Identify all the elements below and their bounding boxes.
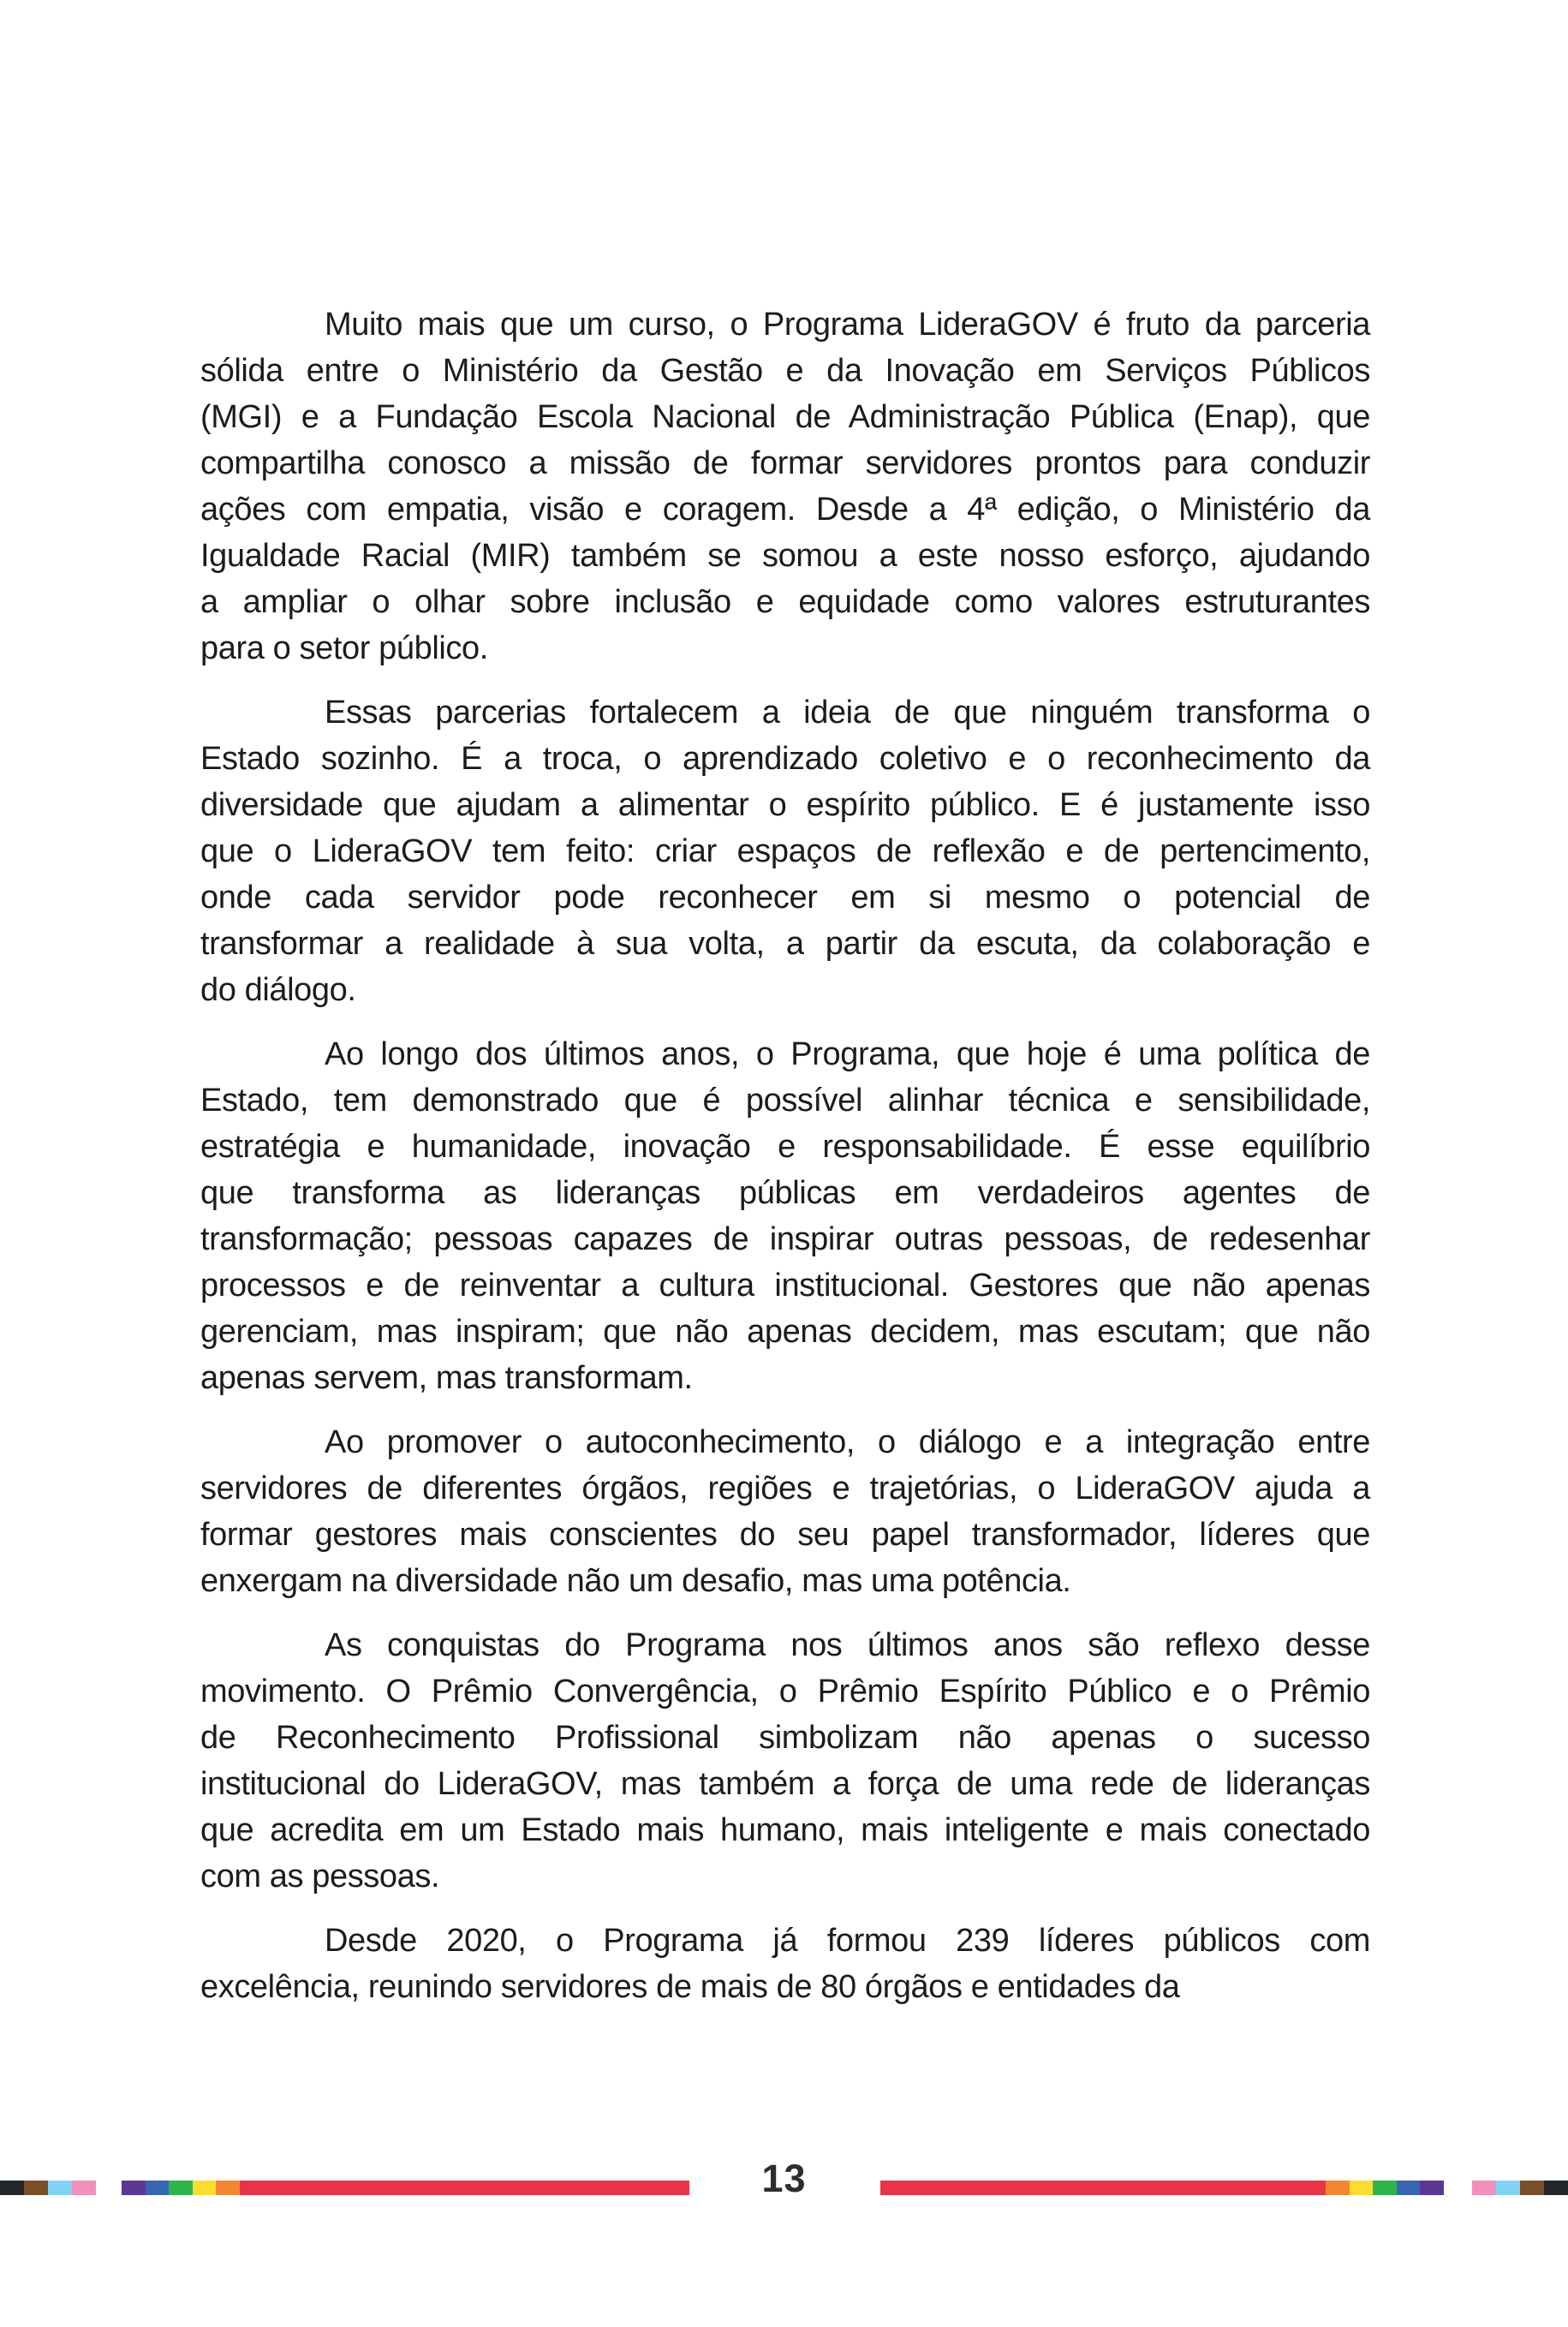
text-line: Essas parcerias fortalecem a ideia de que ninguém transforma o xyxy=(325,695,1370,731)
text-line: transformação; pessoas capazes de inspirar outras pessoas, de redesenhar xyxy=(200,1221,1370,1257)
text-line: excelência, reunindo servidores de mais de 80 órgãos e entidades da xyxy=(200,1969,1180,2005)
text-line: movimento. O Prêmio Convergência, o Prêmio Espírito Público e o Prêmio xyxy=(200,1674,1370,1709)
text-line: Desde 2020, o Programa já formou 239 líderes públicos com xyxy=(325,1923,1370,1959)
text-line: de Reconhecimento Profissional simbolizam não apenas o sucesso xyxy=(200,1720,1370,1756)
footer-stripe xyxy=(1520,2181,1544,2195)
text-line: enxergam na diversidade não um desafio, mas uma potência. xyxy=(200,1563,1071,1599)
text-line: compartilha conosco a missão de formar servidores prontos para conduzir xyxy=(200,445,1370,481)
text-line: Estado, tem demonstrado que é possível alinhar técnica e sensibilidade, xyxy=(200,1083,1370,1119)
text-line: sólida entre o Ministério da Gestão e da Inovação em Serviços Públicos xyxy=(200,353,1370,389)
text-line: Igualdade Racial (MIR) também se somou a este nosso esforço, ajudando xyxy=(200,538,1370,574)
text-line: para o setor público. xyxy=(200,630,488,666)
text-line: a ampliar o olhar sobre inclusão e equidade como valores estruturantes xyxy=(200,584,1370,620)
paragraph xyxy=(200,689,1370,1013)
text-line: que acredita em um Estado mais humano, mais inteligente e mais conectado xyxy=(200,1812,1370,1848)
footer-stripe xyxy=(1326,2181,1350,2195)
paragraph xyxy=(200,301,1370,671)
text-line: ações com empatia, visão e coragem. Desde a 4ª edição, o Ministério da xyxy=(200,492,1370,528)
text-line: que transforma as lideranças públicas em verdadeiros agentes de xyxy=(200,1175,1370,1211)
text-line: formar gestores mais conscientes do seu papel transformador, líderes que xyxy=(200,1517,1370,1553)
paragraph xyxy=(200,1031,1370,1401)
paragraph xyxy=(200,1419,1370,1604)
footer-stripe xyxy=(1496,2181,1520,2195)
footer-right-red-bar xyxy=(880,2181,1326,2195)
text-line: transformar a realidade à sua volta, a partir da escuta, da colaboração e xyxy=(200,926,1370,962)
paragraph xyxy=(200,1918,1370,2010)
text-line: institucional do LideraGOV, mas também a força de uma rede de lideranças xyxy=(200,1766,1370,1802)
footer-stripe xyxy=(1472,2181,1496,2195)
footer-stripe xyxy=(1397,2181,1421,2195)
text-body xyxy=(200,301,1370,2010)
text-line: gerenciam, mas inspiram; que não apenas decidem, mas escutam; que não xyxy=(200,1314,1370,1350)
text-line: Ao longo dos últimos anos, o Programa, que hoje é uma política de xyxy=(325,1036,1370,1072)
paragraph xyxy=(200,1622,1370,1900)
text-line: Ao promover o autoconhecimento, o diálogo e a integração entre xyxy=(325,1424,1370,1460)
text-line: apenas servem, mas transformam. xyxy=(200,1360,693,1396)
page-number: 13 xyxy=(761,2157,807,2200)
footer-stripe xyxy=(1544,2181,1568,2195)
text-line: Estado sozinho. É a troca, o aprendizado coletivo e o reconhecimento da xyxy=(200,741,1370,777)
text-line: diversidade que ajudam a alimentar o espírito público. E é justamente isso xyxy=(200,787,1370,823)
footer-right-rainbow-stripes xyxy=(1326,2181,1444,2195)
text-line: estratégia e humanidade, inovação e responsabilidade. É esse equilíbrio xyxy=(200,1129,1370,1165)
text-line: onde cada servidor pode reconhecer em si mesmo o potencial de xyxy=(200,880,1370,916)
text-line: Muito mais que um curso, o Programa LideraGOV é fruto da parceria xyxy=(325,307,1370,343)
text-line: processos e de reinventar a cultura institucional. Gestores que não apenas xyxy=(200,1268,1370,1304)
footer-stripe xyxy=(1373,2181,1397,2195)
text-line: (MGI) e a Fundação Escola Nacional de Administração Pública (Enap), que xyxy=(200,399,1370,435)
text-line: do diálogo. xyxy=(200,972,356,1008)
text-line: servidores de diferentes órgãos, regiões e trajetórias, o LideraGOV ajuda a xyxy=(200,1471,1370,1507)
footer-stripe xyxy=(1420,2181,1444,2195)
text-line: com as pessoas. xyxy=(200,1859,440,1894)
text-line: As conquistas do Programa nos últimos anos são reflexo desse xyxy=(325,1627,1370,1663)
footer-right-flag-stripes xyxy=(1472,2181,1568,2195)
footer-stripe xyxy=(1350,2181,1374,2195)
text-line: que o LideraGOV tem feito: criar espaços de reflexão e de pertencimento, xyxy=(200,833,1370,869)
